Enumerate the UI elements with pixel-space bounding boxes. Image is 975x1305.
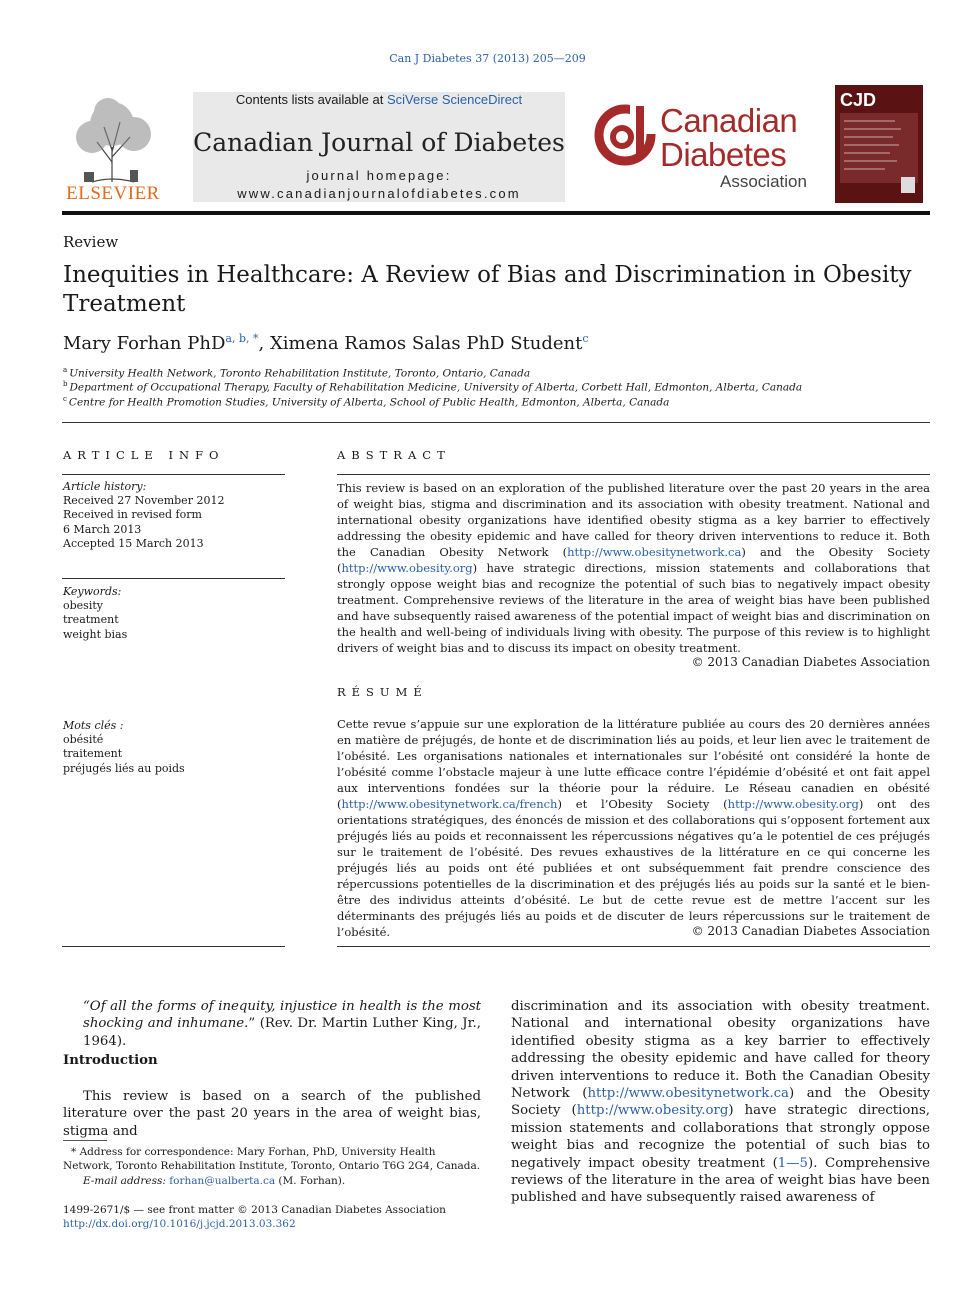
cda-logo-icon bbox=[594, 104, 656, 166]
correspondence-footnote: * Address for correspondence: Mary Forhan, PhD, University Health Network, Toronto Rehabilitation Institute, Toronto, Ontario T6G 2G4, Canada. bbox=[63, 1146, 481, 1172]
homepage-label: journal homepage: bbox=[306, 168, 452, 183]
cda-line-1: Canadian bbox=[660, 102, 798, 139]
history-item: Received 27 November 2012 bbox=[63, 494, 225, 508]
abstract-bottom-rule bbox=[337, 946, 930, 947]
affiliation-text: Centre for Health Promotion Studies, University of Alberta, School of Public Health, Edmonton, Alberta, Canada bbox=[68, 396, 670, 409]
sciencedirect-link[interactable]: SciVerse ScienceDirect bbox=[386, 92, 523, 107]
keywords bbox=[63, 585, 285, 642]
abstract-part: This review is based on an exploration of the published literature over the past 20 years in the area of weight bias, stigma and discrimination and its association with obesity treatment. National and international obesity organizations have identified obesity stigma as a key barrier to effectively addressing the obesity epidemic and have called for theory driven interventions to reduce it. Both the Canadian Obesity Network ( bbox=[337, 481, 930, 559]
abstract-heading: ABSTRACT bbox=[337, 448, 451, 462]
history-item: Received in revised form bbox=[63, 508, 202, 522]
email-suffix: (M. Forhan). bbox=[275, 1175, 346, 1187]
body-part: ). Comprehensive reviews of the literature in the area of weight bias have been published and have subsequently raised awareness of bbox=[511, 1155, 930, 1206]
epigraph bbox=[83, 998, 481, 1050]
affiliation-b bbox=[63, 380, 802, 394]
resume-text bbox=[337, 716, 930, 940]
author-separator: , bbox=[258, 333, 270, 354]
keywords-rule bbox=[62, 578, 285, 579]
resume-part: ) ont des orientations stratégiques, des énoncés de mission et des collaborations qui s’opposent fortement aux préjugés liés au poids et reconnaissent les répercussions négatives qu’a le potentiel de ces préjugés sur le traitement de l’obésité. Des revues exhaustives de la littérature en ce qui concerne les préjugés liés au poids ont été publiées et ont subséquemment fait prendre conscience des répercussions potentielles de la discrimination et des préjugés liés au poids sur la santé et le bien-être des individus atteints d’obésité. Le but de cette revue est de mettre l’accent sur les déterminants des préjugés liés au poids et de discuter de leurs répercussions sur le traitement de l’obésité. bbox=[337, 797, 930, 939]
affiliation-label: b bbox=[63, 380, 68, 388]
mot-cle: obésité bbox=[63, 733, 104, 747]
journal-citation[interactable]: Can J Diabetes 37 (2013) 205—209 bbox=[389, 52, 586, 65]
mot-cle: préjugés liés au poids bbox=[63, 761, 185, 775]
author-1-affil[interactable]: a, b, * bbox=[225, 332, 259, 345]
history-item: 6 March 2013 bbox=[63, 522, 142, 536]
right-column-text bbox=[511, 998, 930, 1207]
elsevier-wordmark: ELSEVIER bbox=[66, 183, 160, 204]
affiliation-c bbox=[63, 395, 669, 409]
abstract-rule bbox=[337, 474, 930, 475]
author-2: Ximena Ramos Salas PhD Student bbox=[269, 333, 583, 354]
issn-line: 1499-2671/$ — see front matter © 2013 Canadian Diabetes Association bbox=[63, 1204, 446, 1216]
homepage-url[interactable]: www.canadianjournalofdiabetes.com bbox=[237, 186, 521, 201]
abstract-part: ) and the Obesity Society ( bbox=[337, 545, 930, 575]
resume-part: ) et l’Obesity Society ( bbox=[557, 797, 728, 811]
info-bottom-rule bbox=[62, 946, 285, 947]
resume-heading: RÉSUMÉ bbox=[337, 685, 428, 699]
header-rule bbox=[62, 211, 930, 215]
history-label: Article history: bbox=[63, 480, 147, 493]
author-list bbox=[63, 332, 589, 354]
email-footnote bbox=[63, 1174, 501, 1188]
doi-link[interactable]: http://dx.doi.org/10.1016/j.jcjd.2013.03.362 bbox=[63, 1218, 296, 1230]
cda-wordmark bbox=[660, 104, 807, 190]
email-label: E-mail address: bbox=[83, 1175, 166, 1187]
author-2-affil[interactable]: c bbox=[582, 332, 589, 345]
article-info-heading: ARTICLE INFO bbox=[63, 448, 225, 462]
resume-part: Cette revue s’appuie sur une exploration de la littérature publiée au cours des 20 dernières années en matière de préjugés, de honte et de discrimination liés au poids, et leur lien avec le traitement de l’obésité. Les organisations nationales et internationales sur l’obésité ont considéré la honte de l’obésité comme l’obstacle majeur à une lutte efficace contre l’épidémie d’obésité et ont fait appel aux interventions fondées sur la théorie pour la réduire. Le Réseau canadien en obésité ( bbox=[337, 717, 930, 811]
resume-copyright: © 2013 Canadian Diabetes Association bbox=[691, 924, 930, 938]
article-type: Review bbox=[63, 233, 119, 251]
introduction-text: This review is based on a search of the published literature over the past 20 years in the area of weight bias, stigma and bbox=[63, 1089, 481, 1139]
mot-cle: traitement bbox=[63, 747, 123, 761]
body-part: discrimination and its association with obesity treatment. National and international obesity organizations have identified obesity stigma as a key barrier to effectively addressing the obesity epidemic and have called for theory driven interventions to reduce it. Both the Canadian Obesity Network ( bbox=[511, 999, 930, 1102]
affiliation-a bbox=[63, 366, 530, 380]
body-part: ) and the Obesity Society ( bbox=[511, 1086, 930, 1119]
affiliation-label: c bbox=[63, 395, 67, 403]
title-rule bbox=[62, 422, 930, 423]
cda-line-2: Diabetes bbox=[660, 136, 787, 173]
author-1: Mary Forhan PhD bbox=[63, 333, 226, 354]
keyword: treatment bbox=[63, 613, 119, 627]
obesitynetwork-link[interactable]: http://www.obesitynetwork.ca bbox=[567, 545, 742, 559]
keyword: weight bias bbox=[63, 627, 128, 641]
contents-prefix: Contents lists available at bbox=[235, 92, 387, 107]
reference-link[interactable]: 1—5 bbox=[777, 1155, 809, 1171]
journal-title: Canadian Journal of Diabetes bbox=[193, 128, 565, 157]
epigraph-attribution: ” (Rev. Dr. Martin Luther King, Jr., 1964). bbox=[83, 1016, 481, 1049]
history-item: Accepted 15 March 2013 bbox=[63, 536, 204, 550]
affiliation-label: a bbox=[63, 366, 68, 374]
obesity-org-link[interactable]: http://www.obesity.org bbox=[341, 561, 473, 575]
cover-title: CJD bbox=[840, 90, 877, 110]
introduction-heading: Introduction bbox=[63, 1053, 158, 1068]
obesitynetwork-link[interactable]: http://www.obesitynetwork.ca bbox=[587, 1086, 789, 1102]
keywords-label: Keywords: bbox=[63, 585, 122, 598]
obesity-org-link[interactable]: http://www.obesity.org bbox=[576, 1103, 729, 1119]
cda-line-3: Association bbox=[720, 172, 807, 191]
affiliation-text: Department of Occupational Therapy, Faculty of Rehabilitation Medicine, University of Alberta, Corbett Hall, Edmonton, Alberta, Canada bbox=[69, 381, 803, 394]
obesity-org-link[interactable]: http://www.obesity.org bbox=[727, 797, 859, 811]
email-link[interactable]: forhan@ualberta.ca bbox=[169, 1175, 276, 1187]
mots-cles-label: Mots clés : bbox=[63, 719, 124, 732]
abstract-part: ) have strategic directions, mission statements and collaborations that strongly oppose weight bias and recognize the potential of such bias to negatively impact obesity treatment. Comprehensive reviews of the literature in the area of weight bias have been published and have subsequently raised awareness of the potential impact of weight bias and discrimination on the health and well-being of individuals living with obesity. The purpose of this review is to highlight drivers of weight bias and to discuss its impact on obesity treatment. bbox=[337, 561, 930, 655]
article-history bbox=[63, 480, 285, 551]
mots-cles bbox=[63, 719, 285, 776]
article-title: Inequities in Healthcare: A Review of Bias and Discrimination in Obesity Treatment bbox=[63, 262, 912, 317]
epigraph-quote: “Of all the forms of inequity, injustice in health is the most shocking and inhumane. bbox=[83, 999, 481, 1032]
affiliation-text: University Health Network, Toronto Rehabilitation Institute, Toronto, Ontario, Canada bbox=[69, 367, 531, 380]
contents-line bbox=[193, 92, 565, 107]
abstract-copyright: © 2013 Canadian Diabetes Association bbox=[691, 655, 930, 669]
abstract-text bbox=[337, 480, 930, 656]
obesitynetwork-french-link[interactable]: http://www.obesitynetwork.ca/french bbox=[341, 797, 558, 811]
footnote-rule bbox=[63, 1140, 107, 1141]
keyword: obesity bbox=[63, 599, 103, 613]
body-part: ) have strategic directions, mission statements and collaborations that strongly oppose weight bias and recognize the potential of such bias to negatively impact obesity treatment ( bbox=[511, 1103, 930, 1171]
info-rule bbox=[62, 474, 285, 475]
